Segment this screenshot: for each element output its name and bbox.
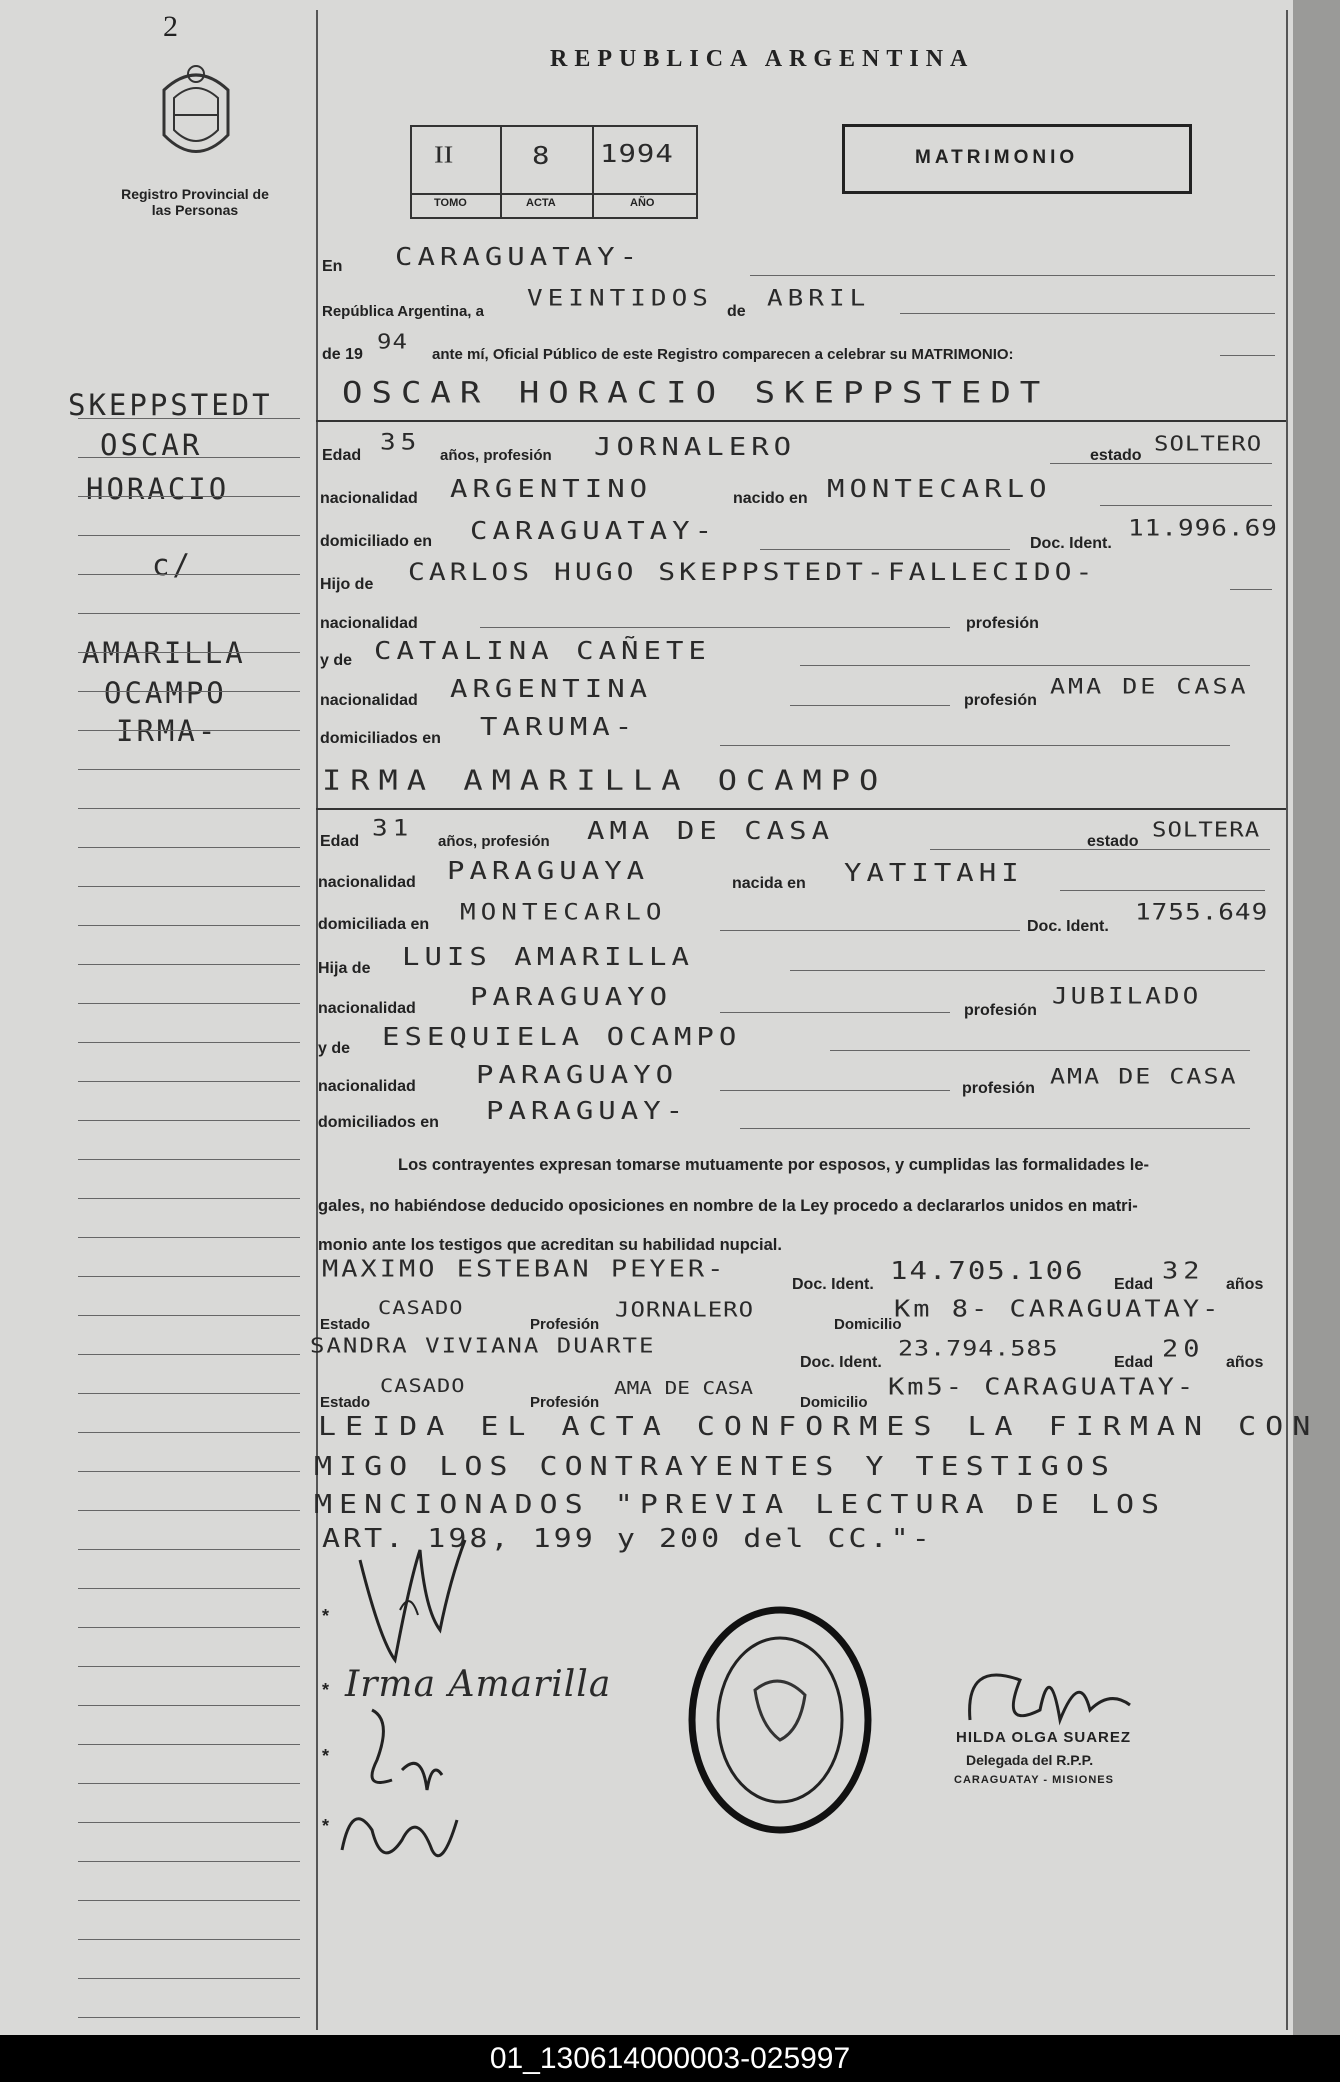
label-edad-w1: Edad — [1114, 1276, 1154, 1293]
body-rule-line — [790, 705, 950, 706]
witness-signatures — [332, 1700, 472, 1890]
bride-age: 31 — [372, 816, 414, 842]
label-de-anio: de 19 — [322, 346, 363, 363]
country-title: REPUBLICA ARGENTINA — [550, 46, 975, 72]
label-doc-ident: Doc. Ident. — [1030, 535, 1112, 552]
body-rule-line — [720, 930, 1020, 931]
label-nacido-en: nacido en — [733, 490, 808, 507]
witness1-doc: 14.705.106 — [890, 1256, 1085, 1285]
tomo-label: TOMO — [434, 197, 467, 209]
witness1-status: CASADO — [378, 1298, 464, 1320]
coat-of-arms-seal — [146, 60, 246, 170]
label-domiciliado-en: domiciliado en — [320, 533, 433, 550]
label-estado-w2: Estado — [320, 1394, 371, 1411]
groom-age: 35 — [380, 430, 422, 456]
groom-nationality: ARGENTINO — [450, 474, 653, 503]
body-rule-line — [830, 1050, 1250, 1051]
margin-rule-line — [78, 1159, 300, 1160]
margin-rule-line — [78, 1471, 300, 1472]
margin-rule-line — [78, 964, 300, 965]
margin-rule-line — [78, 769, 300, 770]
bride-name: IRMA AMARILLA OCAMPO — [322, 764, 888, 797]
groom-mother: CATALINA CAÑETE — [374, 636, 711, 665]
witness2-doc: 23.794.585 — [898, 1336, 1059, 1361]
label-edad: Edad — [322, 447, 362, 464]
label-anos-profesion: años, profesión — [440, 447, 552, 464]
groom-signature — [340, 1520, 480, 1670]
acta-label: ACTA — [526, 197, 556, 209]
bride-born-in: YATITAHI — [844, 858, 1024, 887]
margin-rule-line — [78, 1588, 300, 1589]
witness2-domicile: Km5- CARAGUATAY- — [888, 1374, 1197, 1401]
margin-bride-name: IRMA- — [116, 714, 219, 748]
margin-rule — [316, 10, 318, 2030]
witness2-age: 20 — [1162, 1336, 1205, 1363]
closing-line-3: MENCIONADOS "PREVIA LECTURA DE LOS — [314, 1490, 1167, 1520]
groom-mother-nationality: ARGENTINA — [450, 674, 653, 703]
body-rule-line — [740, 1128, 1250, 1129]
bride-divider — [316, 808, 1286, 810]
label-doc-ident-w1: Doc. Ident. — [792, 1276, 874, 1293]
body-rule-line — [720, 745, 1230, 746]
label-en: En — [322, 258, 343, 275]
groom-mother-profession: AMA DE CASA — [1050, 674, 1249, 699]
acta-value: 8 — [532, 141, 555, 170]
margin-rule-line — [78, 1237, 300, 1238]
statement-line-1: Los contrayentes expresan tomarse mutuamente por esposos, y cumplidas las formalidades le- — [398, 1156, 1149, 1174]
groom-father: CARLOS HUGO SKEPPSTEDT-FALLECIDO- — [408, 558, 1097, 587]
body-rule-line — [720, 1090, 950, 1091]
margin-rule-line — [78, 886, 300, 887]
year-suffix: 94 — [377, 330, 408, 354]
margin-rule-line — [78, 1432, 300, 1433]
margin-rule-line — [78, 1666, 300, 1667]
bride-mother-profession: AMA DE CASA — [1050, 1064, 1238, 1089]
margin-rule-line — [78, 730, 300, 731]
label-anos-profesion: años, profesión — [438, 833, 550, 850]
body-rule-line — [480, 627, 950, 628]
margin-rule-line — [78, 2017, 300, 2018]
right-rule — [1286, 10, 1288, 2030]
place: CARAGUATAY- — [395, 242, 643, 271]
margin-bride-surname-2: OCAMPO — [104, 676, 227, 710]
margin-rule-line — [78, 574, 300, 575]
label-doc-ident-w2: Doc. Ident. — [800, 1354, 882, 1371]
margin-rule-line — [78, 1900, 300, 1901]
anio-label: AÑO — [630, 197, 655, 209]
margin-rule-line — [78, 613, 300, 614]
body-rule-line — [750, 275, 1275, 276]
label-hijo-de: Hijo de — [320, 576, 374, 593]
margin-rule-line — [78, 1120, 300, 1121]
page-edge — [1293, 0, 1340, 2035]
margin-rule-line — [78, 1354, 300, 1355]
groom-profession: JORNALERO — [594, 432, 797, 461]
month: ABRIL — [767, 286, 871, 312]
official-place: CARAGUATAY - MISIONES — [954, 1774, 1114, 1786]
label-profesion-w2: Profesión — [530, 1394, 600, 1411]
margin-rule-line — [78, 1861, 300, 1862]
closing-line-2: MIGO LOS CONTRAYENTES Y TESTIGOS — [314, 1452, 1116, 1482]
page-number: 2 — [163, 10, 178, 43]
bride-doc: 1755.649 — [1135, 900, 1269, 926]
margin-rule-line — [78, 1939, 300, 1940]
label-domicilio-w1: Domicilio — [834, 1316, 902, 1333]
margin-rule-line — [78, 1744, 300, 1745]
margin-rule-line — [78, 418, 300, 419]
bride-nationality: PARAGUAYA — [447, 856, 650, 885]
margin-name-1: OSCAR — [100, 428, 203, 462]
closing-line-4: ART. 198, 199 y 200 del CC."- — [322, 1524, 933, 1554]
signature-mark-4: * — [322, 1816, 330, 1836]
margin-rule-line — [78, 535, 300, 536]
body-rule-line — [1230, 589, 1272, 590]
body-rule-line — [790, 970, 1265, 971]
margin-rule-line — [78, 1549, 300, 1550]
margin-rule-line — [78, 457, 300, 458]
label-doc-ident: Doc. Ident. — [1027, 918, 1109, 935]
bride-mother-nationality: PARAGUAYO — [476, 1060, 679, 1089]
margin-conjunction: c/ — [152, 548, 193, 582]
label-nacionalidad: nacionalidad — [318, 1078, 416, 1095]
margin-rule-line — [78, 1783, 300, 1784]
body-rule-line — [760, 549, 1010, 550]
margin-rule-line — [78, 847, 300, 848]
margin-rule-line — [78, 1081, 300, 1082]
margin-rule-line — [78, 1003, 300, 1004]
body-rule-line — [1060, 890, 1265, 891]
bride-mother: ESEQUIELA OCAMPO — [382, 1022, 742, 1051]
margin-bride-surname: AMARILLA — [82, 636, 246, 670]
label-profesion: profesión — [966, 615, 1039, 632]
bride-father-profession: JUBILADO — [1052, 984, 1202, 1010]
bride-father: LUIS AMARILLA — [402, 942, 694, 971]
label-nacionalidad: nacionalidad — [318, 874, 416, 891]
label-ante: ante mí, Oficial Público de este Registro comparecen a celebrar su MATRIMONIO: — [432, 346, 1014, 363]
signature-mark-2: * — [322, 1680, 330, 1700]
margin-rule-line — [78, 652, 300, 653]
witness2-profession: AMA DE CASA — [614, 1378, 754, 1399]
official-name: HILDA OLGA SUAREZ — [956, 1729, 1132, 1746]
bride-signature: Irma Amarilla — [345, 1664, 612, 1705]
record-type-box — [842, 124, 1192, 194]
label-edad-w2: Edad — [1114, 1354, 1154, 1371]
margin-rule-line — [78, 1510, 300, 1511]
label-nacionalidad: nacionalidad — [320, 692, 418, 709]
groom-divider — [316, 420, 1286, 422]
label-y-de: y de — [318, 1040, 351, 1057]
margin-rule-line — [78, 1705, 300, 1706]
groom-doc: 11.996.69 — [1128, 516, 1278, 542]
bride-parents-domicile: PARAGUAY- — [486, 1096, 689, 1125]
label-republica: República Argentina, a — [322, 303, 484, 320]
groom-name: OSCAR HORACIO SKEPPSTEDT — [342, 376, 1050, 410]
body-rule-line — [900, 313, 1275, 314]
label-domiciliados-en: domiciliados en — [320, 730, 441, 747]
label-de-mes: de — [727, 303, 746, 320]
registry-name: Registro Provincial de las Personas — [121, 186, 269, 218]
bride-domicile: MONTECARLO — [460, 900, 667, 926]
label-y-de: y de — [320, 652, 353, 669]
label-hija-de: Hija de — [318, 960, 371, 977]
label-domiciliada-en: domiciliada en — [318, 916, 430, 933]
label-nacionalidad: nacionalidad — [320, 490, 418, 507]
label-profesion-w1: Profesión — [530, 1316, 600, 1333]
label-edad: Edad — [320, 833, 360, 850]
bride-profession: AMA DE CASA — [587, 816, 835, 845]
body-rule-line — [720, 1012, 950, 1013]
margin-rule-line — [78, 1822, 300, 1823]
tomo-acta-anio-box — [410, 125, 698, 219]
witness1-name: MAXIMO ESTEBAN PEYER- — [322, 1256, 727, 1283]
statement-line-3: monio ante los testigos que acreditan su habilidad nupcial. — [318, 1236, 782, 1254]
margin-rule-line — [78, 1198, 300, 1199]
groom-status: SOLTERO — [1154, 432, 1263, 456]
bride-father-nationality: PARAGUAYO — [470, 982, 673, 1011]
groom-domicile: CARAGUATAY- — [470, 516, 718, 545]
witness1-profession: JORNALERO — [615, 1298, 755, 1322]
tomo-value: II — [434, 141, 454, 169]
margin-surname: SKEPPSTEDT — [68, 388, 273, 422]
label-domicilio-w2: Domicilio — [800, 1394, 868, 1411]
bride-status: SOLTERA — [1152, 818, 1261, 842]
label-anos-w2: años — [1226, 1354, 1264, 1371]
label-estado-w1: Estado — [320, 1316, 371, 1333]
margin-name-2: HORACIO — [86, 472, 230, 506]
witness1-domicile: Km 8- CARAGUATAY- — [894, 1296, 1222, 1323]
label-profesion: profesión — [964, 692, 1037, 709]
label-profesion: profesión — [964, 1002, 1037, 1019]
record-type: MATRIMONIO — [915, 147, 1079, 168]
margin-rule-line — [78, 1042, 300, 1043]
margin-rule-line — [78, 1315, 300, 1316]
body-rule-line — [1050, 463, 1272, 464]
margin-rule-line — [78, 1393, 300, 1394]
groom-parents-domicile: TARUMA- — [480, 712, 638, 741]
statement-line-2: gales, no habiéndose deducido oposiciones en nombre de la Ley procedo a declararlos unidos en matri- — [318, 1197, 1138, 1215]
witness1-age: 32 — [1162, 1258, 1205, 1285]
margin-rule-line — [78, 925, 300, 926]
margin-rule-line — [78, 691, 300, 692]
official-title: Delegada del R.P.P. — [966, 1752, 1094, 1768]
day: VEINTIDOS — [527, 286, 713, 312]
signature-mark-3: * — [322, 1746, 330, 1766]
margin-rule-line — [78, 1627, 300, 1628]
body-rule-line — [800, 665, 1250, 666]
body-rule-line — [1100, 505, 1272, 506]
margin-rule-line — [78, 1276, 300, 1277]
label-domiciliados-en: domiciliados en — [318, 1114, 439, 1131]
label-estado: estado — [1090, 447, 1142, 464]
label-estado: estado — [1087, 833, 1139, 850]
witness2-name: SANDRA VIVIANA DUARTE — [310, 1334, 656, 1358]
margin-rule-line — [78, 496, 300, 497]
label-nacida-en: nacida en — [732, 875, 806, 892]
margin-rule-line — [78, 808, 300, 809]
label-profesion: profesión — [962, 1080, 1035, 1097]
anio-value: 1994 — [600, 139, 674, 168]
margin-rule-line — [78, 1978, 300, 1979]
witness2-status: CASADO — [380, 1376, 466, 1398]
label-nacionalidad: nacionalidad — [318, 1000, 416, 1017]
groom-born-in: MONTECARLO — [827, 474, 1052, 503]
signature-mark-1: * — [322, 1606, 330, 1626]
body-rule-line — [1220, 355, 1275, 356]
scan-id: 01_130614000003-025997 — [489, 2042, 851, 2075]
label-anos-w1: años — [1226, 1276, 1264, 1293]
label-nacionalidad: nacionalidad — [320, 615, 418, 632]
closing-line-1: LEIDA EL ACTA CONFORMES LA FIRMAN CON — [318, 1412, 1320, 1442]
official-round-stamp — [680, 1600, 880, 1840]
